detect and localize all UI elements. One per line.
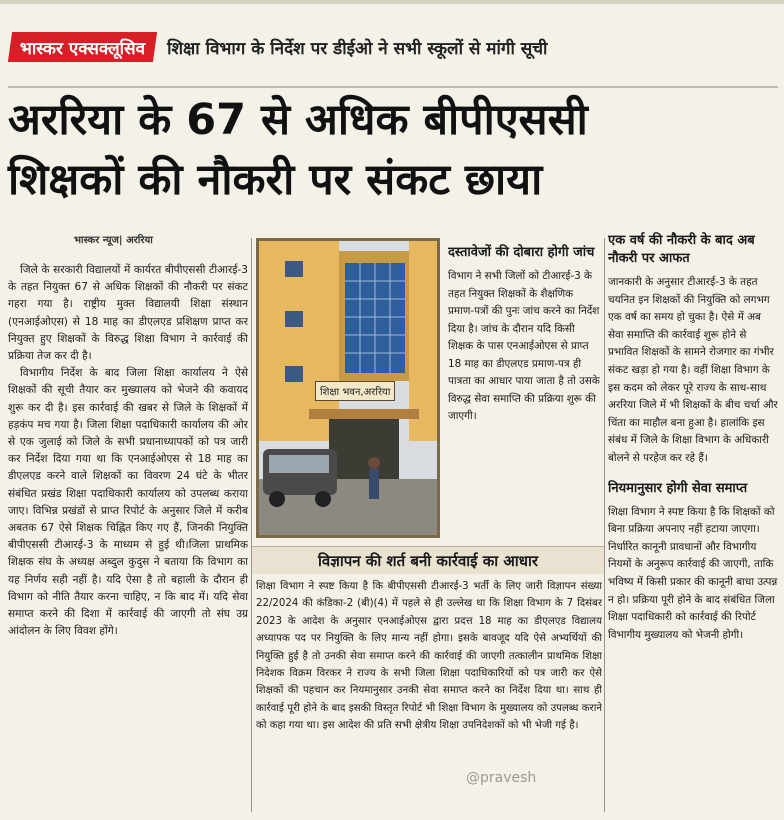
left-column xyxy=(8,262,248,814)
middle-body: विभाग ने सभी जिलों को टीआरई-3 के तहत नियुक्त शिक्षकों के शैक्षणिक प्रमाण-पत्रों की पुनः जांच करने का निर्देश दिया है। जांच के दौरान यदि किसी शिक्षक के पास एनआईओएस से प्राप्त 18 माह का डीएलएड प्रमाण-पत्र ही पात्रता का आधार पाया जाता है तो उसके विरुद्ध सेवा समाप्ति की प्रक्रिया शुरू की जाएगी। xyxy=(448,270,600,422)
headline-line-1: अररिया के 67 से अधिक बीपीएससी xyxy=(8,95,588,145)
middle-column xyxy=(448,244,600,536)
watermark: @pravesh xyxy=(466,770,537,786)
subheading: शिक्षा विभाग के निर्देश पर डीईओ ने सभी स्कूलों से मांगी सूची xyxy=(167,38,548,59)
right-column xyxy=(608,232,778,812)
column-divider-left xyxy=(251,238,252,812)
left-paragraph-2: विभागीय निर्देश के बाद जिला शिक्षा कार्यालय ने ऐसे शिक्षकों की सूची तैयार कर मुख्यालय को भेजने की कवायद शुरू कर दी है। इस कार्रवाई की खबर से जिले के शिक्षकों में हड़कंप मच गया है। जिला शिक्षा पदाधिकारी कार्यालय की ओर से एक जुलाई को जिले के सभी प्रधानाध्यापकों को पत्र जारी कर निर्देश दिया गया था कि एनआईओएस से 18 माह का डीएलएड करने वाले शिक्षकों का विवरण 24 घंटे के भीतर संबंधित प्रखंड शिक्षा पदाधिकारी कार्यालय को उपलब्ध कराया जाए। विभिन्न प्रखंडों से प्राप्त रिपोर्ट के अनुसार जिले में करीब अबतक 67 ऐसे शिक्षक चिह्नित किए गए हैं, जिनकी नियुक्ति बीपीएससी टीआरई-3 के माध्यम से हुई थी।जिला प्राथमिक शिक्षक संघ के अध्यक्ष अब्दुल कुदुस ने बताया कि विभाग का यह निर्णय सही नहीं है। यदि ऐसा है तो बहाली के दौरान ही विभाग को नीति तैयार करना चाहिए, न कि बाद में। यदि सेवा समाप्त करने की दिशा में कार्रवाई की जाएगी तो संघ उग्र आंदोलन के लिए विवश होंगे। xyxy=(8,367,248,638)
bottom-heading: विज्ञापन की शर्त बनी कार्रवाई का आधार xyxy=(252,546,604,574)
left-paragraph-1: जिले के सरकारी विद्यालयों में कार्यरत बीपीएससी टीआरई-3 के तहत नियुक्त 67 से अधिक शिक्षकों की नौकरी पर संकट गहरा गया है। राष्ट्रीय मुक्त विद्यालयी शिक्षा संस्थान (एनआईओएस) से 18 माह का डीएलएड प्रशिक्षण प्राप्त कर नियुक्त हुए शिक्षकों के विरुद्ध शिक्षा विभाग ने कार्रवाई की प्रक्रिया तेज कर दी है। xyxy=(8,264,248,363)
building-photo xyxy=(256,238,440,538)
header-row xyxy=(10,30,780,64)
right-heading-1: एक वर्ष की नौकरी के बाद अब नौकरी पर आफत xyxy=(608,233,755,266)
top-strip xyxy=(0,0,784,28)
column-divider-right xyxy=(604,238,605,812)
right-heading-2: नियमानुसार होगी सेवा समाप्त xyxy=(608,480,748,496)
top-divider xyxy=(0,0,784,4)
header-rule xyxy=(8,86,778,88)
exclusive-tag-label: भास्कर एक्सक्लूसिव xyxy=(20,38,146,59)
bottom-body: शिक्षा विभाग ने स्पष्ट किया है कि बीपीएससी टीआरई-3 भर्ती के लिए जारी विज्ञापन संख्या 22/2024 की कंडिका-2 (बी)(4) में पहले से ही उल्लेख था कि शिक्षा विभाग के 7 दिसंबर 2023 के आदेश के अनुसार एनआईओएस द्वारा प्रदत्त 18 माह का डीएलएड विद्यालय अध्यापक पद पर नियुक्ति के लिए मान्य नहीं होगा। इसके बावजूद यदि ऐसे अभ्यर्थियों की नियुक्ति हुई है तो उनकी सेवा समाप्त करने की कार्रवाई की जाएगी तत्कालीन प्राथमिक शिक्षा निदेशक विक्रम विरकर ने राज्य के सभी जिला शिक्षा पदाधिकारियों को पत्र जारी कर ऐसे शिक्षकों की पहचान कर नियमानुसार उनकी सेवा समाप्त करने का निर्देश दिया था। साथ ही कार्रवाई पूरी होने के बाद इसकी विस्तृत रिपोर्ट भी शिक्षा विभाग के मुख्यालय को उपलब्ध कराने को कहा गया था। इस आदेश की प्रति सभी क्षेत्रीय शिक्षा उपनिदेशकों को भी भेजी गई है। xyxy=(256,581,602,732)
byline: भास्कर न्यूज| अररिया xyxy=(74,235,153,246)
right-body-1: जानकारी के अनुसार टीआरई-3 के तहत चयनित इन शिक्षकों की नियुक्ति को लगभग एक वर्ष का समय हो चुका है। ऐसे में अब सेवा समाप्ति की कार्रवाई शुरू होने से प्रभावित शिक्षकों के सामने रोजगार का गंभीर संकट खड़ा हो गया है। वहीं शिक्षा विभाग के इस कदम को लेकर पूरे राज्य के साथ-साथ अररिया जिले में भी शिक्षकों के बीच चर्चा और चिंता का माहौल बना हुआ है। हालांकि इस संबंध में जिले के शिक्षा विभाग के अधिकारी बोलने से परहेज कर रहे हैं। xyxy=(608,276,778,464)
photo-caption: शिक्षा भवन,अररिया xyxy=(315,381,395,401)
exclusive-tag xyxy=(8,32,157,62)
middle-heading: दस्तावेजों की दोबारा होगी जांच xyxy=(448,245,595,260)
headline-line-2: शिक्षकों की नौकरी पर संकट छाया xyxy=(8,155,543,205)
right-body-2: शिक्षा विभाग ने स्पष्ट किया है कि शिक्षकों को बिना प्रक्रिया अपनाए नहीं हटाया जाएगा। निर्धारित कानूनी प्रावधानों और विभागीय नियमों के अनुरूप कार्रवाई की जाएगी, ताकि भविष्य में किसी प्रकार की कानूनी बाधा उत्पन्न न हो। प्रक्रिया पूरी होने के बाद संबंधित जिला शिक्षा पदाधिकारी को कार्रवाई की रिपोर्ट विभागीय मुख्यालय को भेजनी होगी। xyxy=(608,505,778,641)
